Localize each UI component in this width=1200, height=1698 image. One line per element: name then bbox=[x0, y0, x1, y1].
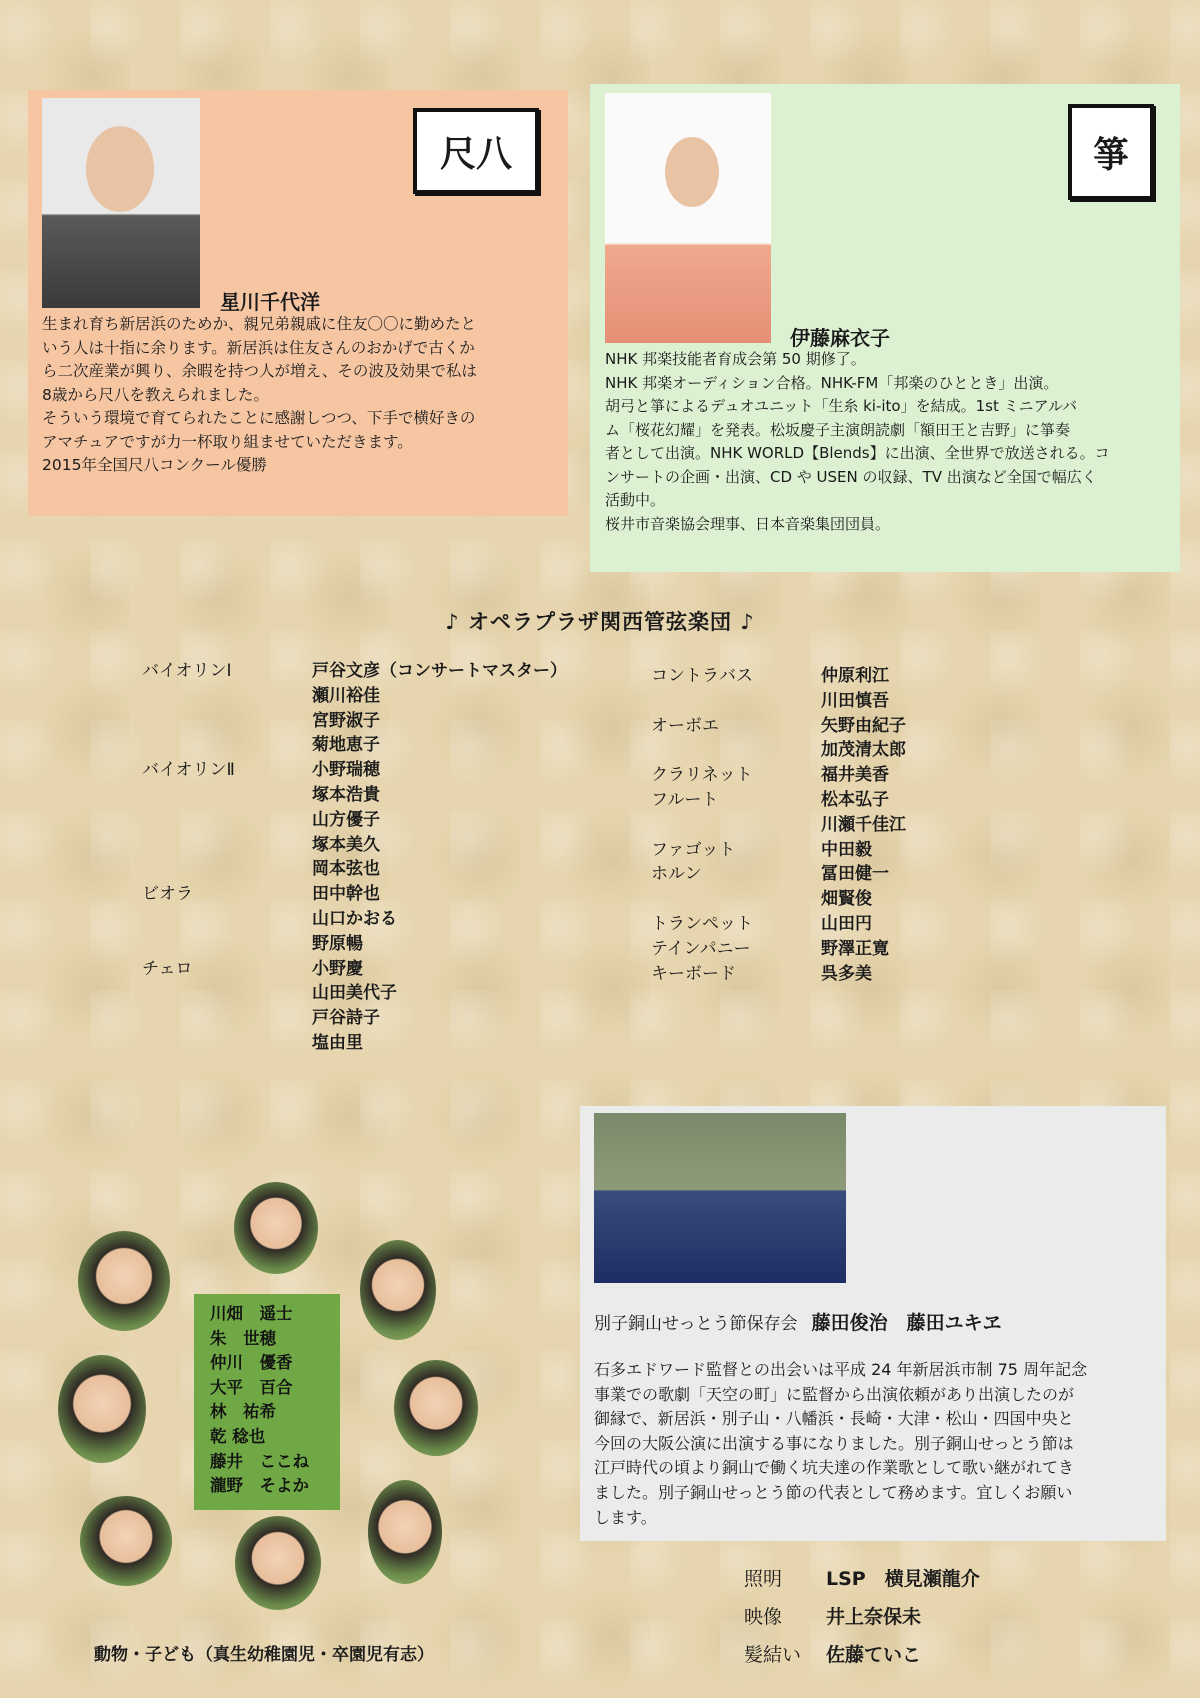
child-photo bbox=[234, 1182, 318, 1274]
bio-line: 桜井市音楽協会理事、日本音楽集団団員。 bbox=[605, 514, 891, 533]
instrument-label: ホルン bbox=[651, 864, 702, 885]
bio-line: 御縁で、新居浜・別子山・八幡浜・長崎・大津・松山・四国中央と bbox=[594, 1409, 1074, 1429]
setto-performers-photo bbox=[594, 1113, 846, 1283]
member-name: 福井美香 bbox=[821, 765, 889, 786]
roster-row bbox=[651, 912, 906, 937]
member-name: 川田慎吾 bbox=[821, 690, 889, 711]
staff-row bbox=[744, 1598, 980, 1636]
roster-row bbox=[142, 684, 567, 709]
staff-role: 照明 bbox=[744, 1568, 783, 1590]
roster-row bbox=[142, 932, 567, 957]
member-name: 畑賢俊 bbox=[821, 889, 872, 910]
member-name: 田中幹也 bbox=[312, 884, 380, 905]
instrument-label: クラリネット bbox=[651, 765, 753, 786]
roster-row bbox=[651, 714, 906, 739]
child-name: 仲川 優香 bbox=[210, 1353, 293, 1373]
member-name: 岡本弦也 bbox=[312, 859, 380, 880]
instrument-label: ビオラ bbox=[142, 884, 193, 905]
bio-line: 石多エドワード監督との出会いは平成 24 年新居浜市制 75 周年記念 bbox=[594, 1360, 1088, 1379]
bio-line: ム「桜花幻耀」を発表。松坂慶子主演朗読劇「額田王と吉野」に箏奏 bbox=[605, 420, 1071, 439]
children-names-list bbox=[194, 1294, 340, 1499]
child-name: 朱 世穂 bbox=[210, 1328, 276, 1348]
member-name: 塩由里 bbox=[312, 1032, 363, 1053]
bio-line: ました。別子銅山せっとう節の代表として務めます。宜しくお願い bbox=[594, 1482, 1073, 1502]
staff-role: 映像 bbox=[744, 1606, 783, 1628]
instrument-label: バイオリンⅡ bbox=[142, 760, 235, 781]
bio-line: 江戸時代の頃より銅山で働く坑夫達の作業歌として歌い継がれてき bbox=[594, 1458, 1075, 1478]
roster-row bbox=[142, 1031, 567, 1056]
member-name: 小野慶 bbox=[312, 958, 363, 979]
instrument-label: バイオリンⅠ bbox=[142, 661, 232, 681]
shakuhachi-performer-photo bbox=[42, 98, 200, 308]
staff-role: 髪結い bbox=[744, 1644, 802, 1666]
orchestra-title: ♪ オペラプラザ関西管弦楽団 ♪ bbox=[445, 610, 755, 634]
roster-row bbox=[142, 1006, 567, 1031]
roster-row bbox=[651, 887, 906, 912]
roster-row bbox=[651, 937, 906, 962]
instrument-label: テインパニー bbox=[651, 938, 751, 959]
shakuhachi-tag: 尺八 bbox=[413, 108, 539, 194]
staff-name: 井上奈保未 bbox=[826, 1606, 922, 1628]
roster-row bbox=[142, 709, 567, 734]
roster-row bbox=[651, 862, 906, 887]
bio-line: 2015年全国尺八コンクール優勝 bbox=[42, 456, 267, 474]
staff-name: LSP 横見瀬龍介 bbox=[826, 1568, 980, 1590]
bio-line: ら二次産業が興り、余暇を持つ人が増え、その波及効果で私は bbox=[42, 362, 477, 380]
roster-row bbox=[142, 833, 567, 858]
staff-row bbox=[744, 1636, 980, 1674]
child-name: 藤井 ここね bbox=[210, 1451, 309, 1471]
bio-line: 胡弓と箏によるデュオユニット「生糸 ki-ito」を結成。1st ミニアルバ bbox=[605, 397, 1077, 415]
member-name: 山口かおる bbox=[312, 908, 397, 929]
member-name: 宮野淑子 bbox=[312, 710, 380, 731]
instrument-label: キーボード bbox=[651, 963, 736, 984]
instrument-label: オーボエ bbox=[651, 715, 719, 736]
member-name: 塚本美久 bbox=[312, 834, 380, 855]
member-name: 野原暢 bbox=[312, 933, 363, 954]
koto-bio bbox=[605, 348, 1175, 536]
member-name: 矢野由紀子 bbox=[821, 715, 906, 736]
koto-tag: 箏 bbox=[1068, 104, 1154, 200]
staff-credits bbox=[744, 1560, 980, 1674]
roster-row bbox=[142, 981, 567, 1006]
roster-row bbox=[651, 813, 906, 838]
setto-bio bbox=[594, 1358, 1154, 1530]
member-name: 呉多美 bbox=[821, 963, 872, 984]
member-name: 戸谷詩子 bbox=[312, 1008, 380, 1029]
roster-row bbox=[142, 659, 567, 684]
roster-row bbox=[651, 738, 906, 763]
bio-line: そういう環境で育てられたことに感謝しつつ、下手で横好きの bbox=[42, 409, 476, 427]
bio-line: 今回の大阪公演に出演する事になりました。別子銅山せっとう節は bbox=[594, 1433, 1074, 1453]
member-name: 菊地恵子 bbox=[312, 735, 380, 756]
member-name: 中田毅 bbox=[821, 839, 872, 860]
child-photo bbox=[235, 1516, 321, 1610]
children-caption: 動物・子ども（真生幼稚園児・卒園児有志） bbox=[94, 1645, 434, 1665]
bio-line: 事業での歌劇「天空の町」に監督から出演依頼があり出演したのが bbox=[594, 1384, 1075, 1404]
bio-line: NHK 邦楽技能者育成会第 50 期修了。 bbox=[605, 350, 866, 368]
child-name: 川畑 遥士 bbox=[210, 1304, 293, 1323]
roster-row bbox=[142, 857, 567, 882]
orchestra-roster-right bbox=[651, 664, 906, 986]
staff-row bbox=[744, 1560, 980, 1598]
member-name: 川瀬千佳江 bbox=[821, 814, 906, 835]
roster-row bbox=[651, 763, 906, 788]
instrument-label: コントラバス bbox=[651, 666, 753, 686]
staff-name: 佐藤ていこ bbox=[826, 1644, 922, 1666]
child-photo bbox=[78, 1231, 170, 1331]
child-photo bbox=[360, 1240, 436, 1340]
bio-line: ンサートの企画・出演、CD や USEN の収録、TV 出演など全国で幅広く bbox=[605, 467, 1097, 486]
bio-line: アマチュアですが力一杯取り組ませていただきます。 bbox=[42, 432, 413, 451]
member-name: 塚本浩貴 bbox=[312, 784, 380, 805]
bio-line: 者として出演。NHK WORLD【Blends】に出演、全世界で放送される。コ bbox=[605, 444, 1110, 462]
setto-group-name: 別子銅山せっとう節保存会 bbox=[594, 1314, 798, 1334]
member-name: 松本弘子 bbox=[821, 789, 889, 810]
bio-line: 活動中。 bbox=[605, 491, 666, 509]
roster-row bbox=[142, 907, 567, 932]
member-name: 野澤正寛 bbox=[821, 938, 889, 959]
child-photo bbox=[58, 1355, 146, 1463]
roster-row bbox=[651, 788, 906, 813]
setto-performer-names: 藤田俊治 藤田ユキヱ bbox=[811, 1312, 1002, 1334]
member-name: 山方優子 bbox=[312, 809, 380, 830]
roster-row bbox=[651, 689, 906, 714]
children-names-box bbox=[194, 1294, 340, 1510]
child-name: 乾 稔也 bbox=[210, 1426, 266, 1446]
member-name: 仲原利江 bbox=[821, 666, 889, 686]
instrument-label: チェロ bbox=[142, 958, 193, 979]
child-name: 林 祐希 bbox=[210, 1402, 276, 1422]
orchestra-roster-left bbox=[142, 659, 567, 1056]
roster-row bbox=[651, 838, 906, 863]
shakuhachi-bio bbox=[42, 313, 562, 478]
roster-row bbox=[142, 957, 567, 982]
setto-heading bbox=[594, 1308, 1002, 1335]
bio-line: いう人は十指に余ります。新居浜は住友さんのおかげで古くか bbox=[42, 338, 475, 357]
koto-performer-name: 伊藤麻衣子 bbox=[790, 326, 890, 350]
roster-row bbox=[142, 733, 567, 758]
child-name: 大平 百合 bbox=[210, 1377, 293, 1397]
shakuhachi-performer-name: 星川千代洋 bbox=[220, 290, 320, 314]
instrument-label: トランペット bbox=[651, 913, 753, 934]
child-name: 瀧野 そよか bbox=[210, 1476, 309, 1496]
child-photo bbox=[368, 1480, 442, 1584]
member-name: 小野瑞穂 bbox=[312, 760, 380, 781]
child-photo bbox=[80, 1496, 172, 1586]
bio-line: 生まれ育ち新居浜のためか、親兄弟親戚に住友〇〇に勤めたと bbox=[42, 315, 477, 333]
member-name: 戸谷文彦（コンサートマスター） bbox=[312, 661, 567, 681]
roster-row bbox=[651, 962, 906, 987]
instrument-label: フルート bbox=[651, 789, 719, 810]
koto-performer-photo bbox=[605, 93, 771, 343]
bio-line: 8歳から尺八を教えられました。 bbox=[42, 385, 269, 404]
child-photo bbox=[394, 1360, 478, 1456]
instrument-label: ファゴット bbox=[651, 839, 736, 860]
bio-line: NHK 邦楽オーディション合格。NHK-FM「邦楽のひととき」出演。 bbox=[605, 373, 1059, 392]
member-name: 瀬川裕佳 bbox=[312, 685, 380, 706]
roster-row bbox=[142, 882, 567, 907]
roster-row bbox=[651, 664, 906, 689]
roster-row bbox=[142, 758, 567, 783]
member-name: 冨田健一 bbox=[821, 864, 889, 885]
bio-line: します。 bbox=[594, 1507, 657, 1527]
member-name: 加茂清太郎 bbox=[821, 740, 906, 761]
member-name: 山田円 bbox=[821, 913, 872, 934]
member-name: 山田美代子 bbox=[312, 983, 397, 1004]
roster-row bbox=[142, 808, 567, 833]
roster-row bbox=[142, 783, 567, 808]
